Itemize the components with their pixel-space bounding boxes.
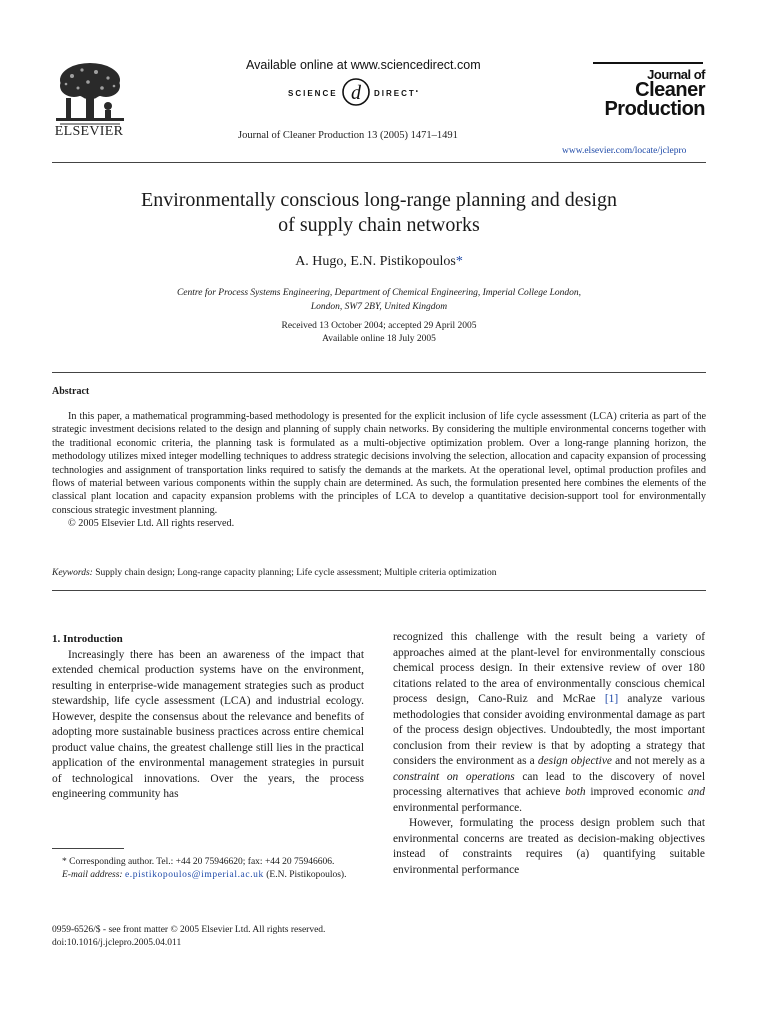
abstract-heading: Abstract: [52, 386, 90, 397]
sd-right-word: DIRECT: [374, 89, 416, 98]
right-column: [393, 630, 705, 878]
journal-url-link[interactable]: www.elsevier.com/locate/jclepro: [562, 146, 687, 156]
keywords: [52, 568, 706, 578]
keywords-label: Keywords:: [52, 568, 93, 578]
journal-logo-rule: [593, 62, 703, 64]
email-tail: (E.N. Pistikopoulos).: [266, 869, 347, 880]
doi-line: doi:10.1016/j.jclepro.2005.04.011: [52, 937, 182, 948]
abstract-text: In this paper, a mathematical programming-based methodology is presented for the explicit inclusion of life cycle assessment (LCA) criteria as part of the strategic investment decisions related to the design and planning of supply chain networks. By considering the multiple environmental concerns together with the traditional economic criteria, the planning task is formulated as a multi-objective optimization problem. Over a long-range planning horizon, the methodology utilizes mixed integer modelling techniques to address strategic decisions involving the selection, allocation and capacity expansion of processing technologies and assignment of transportation links required to satisfy the demands at the markets. At the operational level, optimal production profiles and flows of material between various components within the supply chain are determined. As such, the formulation presented here combines the elements of the classical plant location and capacity expansion problems with the principles of LCA to develop a quantitative decision-support tool for environmentally conscious strategic investment planning.: [52, 411, 706, 516]
footnote-corresponding: * Corresponding author. Tel.: +44 20 75946620; fax: +44 20 75946606.: [62, 857, 335, 867]
left-column: [52, 632, 364, 803]
footnote-email-line: [52, 869, 364, 882]
right-text-f: environmental performance.: [393, 801, 523, 814]
abstract-copyright: © 2005 Elsevier Ltd. All rights reserved.: [68, 518, 235, 530]
journal-logo-line3: Production: [604, 98, 705, 120]
intro-paragraph-1-continued: [393, 630, 705, 816]
journal-logo: [593, 68, 705, 119]
right-text-d: can lead to the discovery of novel processing alternatives that achieve: [393, 770, 705, 798]
footnote-divider: [52, 848, 124, 849]
footnote: [52, 856, 364, 881]
sciencedirect-logo-right: [374, 89, 420, 98]
intro-paragraph-2: However, formulating the process design problem such that environmental concerns are treated as decision-making objectives instead of constraints requires (a) quantifying suitable environmental performance: [393, 817, 705, 876]
article-dates: [52, 320, 706, 346]
right-emphasis-4: and: [687, 786, 705, 798]
reference-link-1[interactable]: [1]: [604, 693, 619, 705]
title-line-2: of supply chain networks: [278, 214, 480, 236]
title-line-1: Environmentally conscious long-range planning and design: [140, 189, 617, 211]
right-text-e: improved economic: [585, 786, 688, 798]
right-emphasis-3: both: [565, 786, 586, 798]
keywords-list: Supply chain design; Long-range capacity planning; Life cycle assessment; Multiple criteria optimization: [95, 568, 497, 578]
affiliation-line-2: London, SW7 2BY, United Kingdom: [310, 301, 448, 312]
front-matter: [52, 924, 382, 949]
available-online-text: Available online at www.sciencedirect.com: [246, 58, 481, 72]
right-text-b: analyze various methodologies that consider avoiding environmental damage as part of the process design objectives. Undoubtedly, the most important conclusion from their review is that by adopting a strategy that considers the environment as a: [393, 693, 705, 767]
email-link[interactable]: e.pistikopoulos@imperial.ac.uk: [124, 869, 264, 880]
corresponding-author-link[interactable]: *: [455, 254, 463, 269]
elsevier-tree-logo-icon: [52, 58, 128, 130]
sciencedirect-logo-left: SCIENCE: [288, 89, 338, 98]
header-divider: [52, 162, 706, 163]
issn-line: 0959-6526/$ - see front matter © 2005 Elsevier Ltd. All rights reserved.: [52, 925, 326, 935]
journal-logo-line1: Journal of: [647, 67, 705, 82]
online-date: Available online 18 July 2005: [322, 334, 436, 344]
section-heading: 1. Introduction: [52, 633, 123, 645]
right-emphasis-2: constraint on operations: [393, 770, 515, 783]
keywords-divider: [52, 590, 706, 591]
sciencedirect-at-icon: [340, 76, 372, 108]
abstract-body: [52, 410, 706, 531]
journal-logo-line2: Cleaner: [635, 79, 705, 101]
affiliation-line-1: Centre for Process Systems Engineering, Department of Chemical Engineering, Imperial College London,: [176, 288, 582, 298]
email-label: E-mail address:: [62, 869, 123, 880]
right-text-c: and not merely as a: [611, 755, 705, 767]
author-list: [52, 254, 706, 270]
received-date: Received 13 October 2004; accepted 29 April 2005: [281, 321, 477, 331]
abstract-top-divider: [52, 372, 706, 373]
intro-paragraph-1: Increasingly there has been an awareness of the impact that extended chemical production systems have on the environment, resulting in enterprise-wide management strategies such as product stewardship, life cycle assessment (LCA) and industrial ecology. However, despite the consensus about the relevance and benefits of adopting more sustainable business practices across entire chemical product value chains, the greatest challenge still lies in the practical application of the environmental management strategies in pursuit of technological innovations. Over the years, the process engineering community has: [52, 648, 364, 800]
svg-text:d: d: [351, 82, 361, 104]
right-emphasis-1: design objective: [537, 755, 612, 767]
affiliation: [140, 287, 618, 314]
sd-mark: •: [415, 89, 420, 95]
journal-citation: Journal of Cleaner Production 13 (2005) 1471–1491: [238, 130, 458, 141]
article-title: [52, 188, 706, 238]
right-text-a: recognized this challenge with the result being a variety of approaches aimed at the plant-level for environmentally conscious chemical process design. In their extensive review of over 180 citations related to the area of environmentally conscious chemical process design, Cano-Ruiz and McRae: [393, 631, 705, 705]
publisher-name: ELSEVIER: [54, 124, 124, 139]
authors-text: A. Hugo, E.N. Pistikopoulos: [295, 254, 456, 269]
